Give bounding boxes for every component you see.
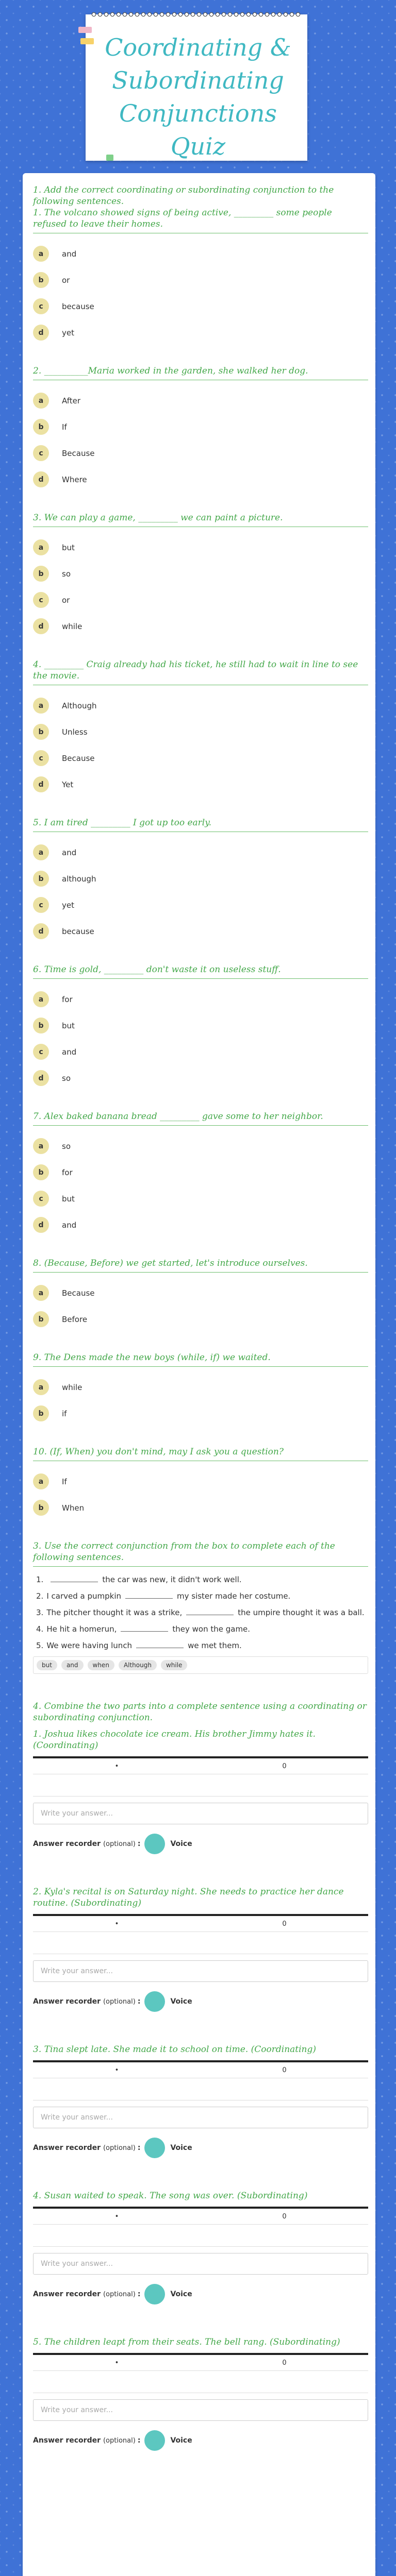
answer-option[interactable]: [33, 1306, 368, 1332]
column-a-header: •: [114, 1762, 119, 1770]
answer-option[interactable]: [33, 1495, 368, 1521]
option-text: and: [62, 848, 77, 857]
section-intro: 4. Combine the two parts into a complete sentence using a coordinating or subordinating conjunction.: [33, 1701, 370, 1723]
option-text: or: [62, 275, 70, 285]
microphone-record-icon[interactable]: [144, 2430, 165, 2451]
answer-placeholder: Write your answer...: [41, 2406, 113, 2414]
option-letter-badge: d: [33, 325, 49, 341]
recorder-optional-text: (optional): [103, 2144, 136, 2152]
answer-placeholder: Write your answer...: [41, 1967, 113, 1975]
fill-in-section: [33, 1540, 368, 1674]
option-text: but: [62, 1194, 75, 1204]
option-letter-badge: c: [33, 445, 49, 461]
column-b-header: 0: [282, 1762, 287, 1770]
recorder-optional-text: (optional): [103, 2291, 136, 2298]
answer-option[interactable]: [33, 839, 368, 866]
question-prompt: 2. __________Maria worked in the garden, she walked her dog.: [33, 365, 368, 380]
parts-table-row: [33, 2078, 368, 2100]
question-block: [33, 1258, 368, 1332]
option-text: so: [62, 1073, 71, 1083]
option-letter-badge: b: [33, 871, 49, 887]
option-letter-badge: b: [33, 1018, 49, 1033]
answer-input[interactable]: [33, 2253, 368, 2275]
answer-input[interactable]: [33, 2107, 368, 2128]
option-text: and: [62, 1047, 77, 1057]
parts-table: [33, 2207, 368, 2247]
option-letter-badge: b: [33, 566, 49, 582]
option-text: Unless: [62, 727, 88, 737]
option-text: while: [62, 1382, 82, 1392]
recorder-label-text: Answer recorder: [33, 2144, 101, 2152]
column-b-header: 0: [282, 1920, 287, 1928]
option-letter-badge: a: [33, 539, 49, 555]
question-prompt: 3. Use the correct conjunction from the box to complete each of the following sentences.: [33, 1540, 368, 1567]
option-letter-badge: a: [33, 1379, 49, 1395]
option-letter-badge: b: [33, 419, 49, 435]
answer-option[interactable]: [33, 440, 368, 466]
option-letter-badge: b: [33, 1405, 49, 1421]
option-letter-badge: a: [33, 246, 49, 262]
option-letter-badge: b: [33, 724, 49, 740]
combine-item: [33, 2336, 368, 2451]
question-prompt: 4. Susan waited to speak. The song was over. (Subordinating): [33, 2191, 308, 2201]
recorder-label: [33, 2436, 140, 2445]
question-prompt: 5. I am tired _________ I got up too early.: [33, 817, 368, 832]
option-text: and: [62, 1220, 77, 1230]
answer-option[interactable]: [33, 1468, 368, 1495]
option-letter-badge: a: [33, 698, 49, 714]
blank-input[interactable]: [125, 1598, 173, 1599]
option-letter-badge: c: [33, 750, 49, 766]
option-text: Because: [62, 1288, 95, 1298]
option-letter-badge: c: [33, 897, 49, 913]
option-text: because: [62, 926, 94, 936]
recorder-optional-text: (optional): [103, 1998, 136, 2006]
word-chip[interactable]: when: [88, 1660, 114, 1670]
option-letter-badge: c: [33, 1044, 49, 1060]
option-letter-badge: b: [33, 272, 49, 288]
option-text: or: [62, 595, 70, 605]
answer-option[interactable]: [33, 1400, 368, 1427]
answer-option[interactable]: [33, 745, 368, 771]
question-prompt: 8. (Because, Before) we get started, let's introduce ourselves.: [33, 1258, 368, 1273]
column-b-header: 0: [282, 2212, 287, 2221]
option-letter-badge: d: [33, 923, 49, 939]
parts-table-row: [33, 2224, 368, 2247]
sentence-line: [36, 1590, 368, 1602]
column-a-header: •: [114, 2212, 119, 2221]
question-prompt: 1. Add the correct coordinating or subordinating conjunction to the following sentences. 1. The volcano showed signs of being active, _________ some people refused to leave their homes.: [33, 184, 368, 233]
option-letter-badge: a: [33, 1285, 49, 1301]
option-text: so: [62, 1141, 71, 1151]
answer-option[interactable]: [33, 414, 368, 440]
option-text: while: [62, 621, 82, 631]
option-letter-badge: d: [33, 618, 49, 634]
parts-table: [33, 2060, 368, 2100]
question-prompt: 3. We can play a game, _________ we can paint a picture.: [33, 512, 368, 527]
answer-option[interactable]: [33, 1159, 368, 1185]
sentence-number: 4.: [36, 1624, 44, 1634]
question-prompt: 6. Time is gold, _________ don't waste it on useless stuff.: [33, 964, 368, 979]
question-block: [33, 659, 368, 798]
option-text: so: [62, 569, 71, 579]
voice-label: Voice: [170, 2436, 192, 2445]
question-prompt: 4. _________ Craig already had his ticket, he still had to wait in line to see the movie.: [33, 659, 368, 685]
option-text: but: [62, 543, 75, 552]
answer-option[interactable]: [33, 986, 368, 1012]
recorder-colon: :: [137, 2436, 141, 2445]
option-text: although: [62, 874, 96, 884]
answer-option[interactable]: [33, 1039, 368, 1065]
parts-table-row: [33, 2370, 368, 2393]
option-letter-badge: d: [33, 1070, 49, 1086]
parts-table: [33, 1756, 368, 1797]
option-text: but: [62, 1021, 75, 1030]
quiz-card: [23, 173, 375, 2576]
combine-section: [33, 1701, 368, 2451]
parts-table-header: [33, 2355, 368, 2370]
word-chip[interactable]: and: [61, 1660, 84, 1670]
multiple-choice-section: [33, 184, 368, 1521]
microphone-record-icon[interactable]: [144, 2284, 165, 2304]
option-text: yet: [62, 328, 74, 337]
question-prompt: 9. The Dens made the new boys (while, if) we waited.: [33, 1352, 368, 1367]
answer-option[interactable]: [33, 692, 368, 719]
option-text: Although: [62, 701, 97, 710]
option-text: if: [62, 1409, 67, 1418]
sentence-text-after: they won the game.: [172, 1624, 251, 1634]
recorder-label: [33, 2290, 140, 2298]
option-letter-badge: d: [33, 776, 49, 792]
blank-input[interactable]: [121, 1631, 168, 1632]
question-prompt: 1. Joshua likes chocolate ice cream. His brother Jimmy hates it. (Coordinating): [33, 1729, 319, 1751]
option-text: When: [62, 1503, 85, 1513]
option-letter-badge: b: [33, 1500, 49, 1516]
parts-table-header: [33, 2062, 368, 2078]
option-text: for: [62, 994, 73, 1004]
option-letter-badge: c: [33, 1191, 49, 1207]
option-letter-badge: c: [33, 592, 49, 608]
voice-label: Voice: [170, 1840, 192, 1848]
question-prompt: 3. Tina slept late. She made it to school on time. (Coordinating): [33, 2044, 317, 2055]
question-block: [33, 1446, 368, 1521]
answer-option[interactable]: [33, 866, 368, 892]
word-chip[interactable]: but: [37, 1660, 57, 1670]
option-text: Before: [62, 1314, 88, 1324]
answer-option[interactable]: [33, 1280, 368, 1306]
sentence-text-before: The pitcher thought it was a strike,: [46, 1608, 183, 1617]
recorder-colon: :: [137, 1840, 141, 1848]
question-block: [33, 817, 368, 944]
answer-option[interactable]: [33, 1185, 368, 1212]
sentence-line: [36, 1574, 368, 1585]
recorder-label-text: Answer recorder: [33, 2290, 101, 2298]
word-box: [33, 1656, 368, 1674]
recorder-label: [33, 1997, 140, 2006]
answer-option[interactable]: [33, 241, 368, 267]
option-letter-badge: a: [33, 1138, 49, 1154]
option-text: After: [62, 396, 81, 405]
voice-label: Voice: [170, 1997, 192, 2006]
option-letter-badge: b: [33, 1164, 49, 1180]
option-text: If: [62, 1477, 67, 1486]
option-text: Because: [62, 448, 95, 458]
sentence-text-after: my sister made her costume.: [177, 1591, 291, 1601]
answer-option[interactable]: [33, 587, 368, 613]
parts-table: [33, 1914, 368, 1954]
parts-table-row: [33, 1931, 368, 1954]
option-text: for: [62, 1167, 73, 1177]
option-letter-badge: d: [33, 1217, 49, 1233]
recorder-colon: :: [137, 1997, 141, 2006]
question-block: [33, 512, 368, 639]
option-text: Yet: [62, 779, 74, 789]
answer-option[interactable]: [33, 561, 368, 587]
option-text: yet: [62, 900, 74, 910]
option-letter-badge: b: [33, 1311, 49, 1327]
question-block: [33, 1352, 368, 1427]
recorder-label-text: Answer recorder: [33, 2436, 101, 2445]
column-a-header: •: [114, 2066, 119, 2074]
option-letter-badge: c: [33, 298, 49, 314]
option-letter-badge: a: [33, 1473, 49, 1489]
question-prompt: 2. Kyla's recital is on Saturday night. She needs to practice her dance routine. (Subordinating): [33, 1887, 346, 1908]
answer-option[interactable]: [33, 613, 368, 639]
answer-option[interactable]: [33, 1012, 368, 1039]
sentence-line: [36, 1623, 368, 1635]
answer-placeholder: Write your answer...: [41, 2260, 113, 2268]
recorder-colon: :: [137, 2144, 141, 2152]
answer-recorder: [33, 2284, 368, 2304]
answer-recorder: [33, 2430, 368, 2451]
parts-table-header: [33, 1758, 368, 1774]
column-a-header: •: [114, 1920, 119, 1928]
recorder-label-text: Answer recorder: [33, 1997, 101, 2006]
recorder-label: [33, 1840, 140, 1848]
answer-option[interactable]: [33, 892, 368, 918]
recorder-optional-text: (optional): [103, 2437, 136, 2445]
answer-option[interactable]: [33, 387, 368, 414]
voice-label: Voice: [170, 2290, 192, 2298]
answer-option[interactable]: [33, 719, 368, 745]
page-title: Coordinating & Subordinating Conjunctions Quiz: [105, 33, 291, 160]
sentence-number: 2.: [36, 1591, 44, 1601]
answer-placeholder: Write your answer...: [41, 2113, 113, 2122]
column-b-header: 0: [282, 2359, 287, 2367]
microphone-record-icon[interactable]: [144, 2138, 165, 2158]
option-letter-badge: a: [33, 991, 49, 1007]
answer-recorder: [33, 1991, 368, 2012]
combine-item: [33, 1728, 368, 1854]
spiral-binding: [91, 10, 302, 19]
answer-option[interactable]: [33, 293, 368, 319]
question-block: [33, 1111, 368, 1238]
sentence-line: [36, 1607, 368, 1618]
sentence-number: 1.: [36, 1575, 44, 1584]
sentence-text-after: we met them.: [188, 1641, 242, 1650]
sentence-text-before: We were having lunch: [46, 1641, 133, 1650]
sentence-text-after: the umpire thought it was a ball.: [238, 1608, 365, 1617]
combine-item: [33, 2190, 368, 2304]
option-text: Where: [62, 474, 87, 484]
parts-table-header: [33, 1916, 368, 1931]
sentence-number: 3.: [36, 1608, 44, 1617]
microphone-record-icon[interactable]: [144, 1834, 165, 1854]
recorder-label: [33, 2144, 140, 2152]
column-a-header: •: [114, 2359, 119, 2367]
sentence-text-before: I carved a pumpkin: [46, 1591, 121, 1601]
sentence-line: [36, 1640, 368, 1651]
column-b-header: 0: [282, 2066, 287, 2074]
question-prompt: 5. The children leapt from their seats. The bell rang. (Subordinating): [33, 2337, 340, 2347]
answer-option[interactable]: [33, 918, 368, 944]
sentence-list: [33, 1574, 368, 1651]
option-letter-badge: a: [33, 844, 49, 860]
answer-option[interactable]: [33, 1133, 368, 1159]
answer-recorder: [33, 1834, 368, 1854]
recorder-label-text: Answer recorder: [33, 1840, 101, 1848]
parts-table-header: [33, 2209, 368, 2224]
option-text: because: [62, 301, 94, 311]
word-chip[interactable]: Although: [119, 1660, 157, 1670]
option-letter-badge: a: [33, 393, 49, 409]
answer-option[interactable]: [33, 466, 368, 493]
answer-option[interactable]: [33, 1065, 368, 1091]
combine-item: [33, 2044, 368, 2158]
answer-recorder: [33, 2138, 368, 2158]
recorder-optional-text: (optional): [103, 1840, 136, 1848]
title-card: [86, 14, 307, 161]
answer-option[interactable]: [33, 1212, 368, 1238]
answer-option[interactable]: [33, 771, 368, 798]
option-text: Because: [62, 753, 95, 763]
question-block: [33, 365, 368, 493]
sentence-text-after: the car was new, it didn't work well.: [102, 1575, 242, 1584]
answer-input[interactable]: [33, 2399, 368, 2421]
parts-table-row: [33, 1774, 368, 1797]
answer-option[interactable]: [33, 534, 368, 561]
sentence-number: 5.: [36, 1641, 44, 1650]
recorder-colon: :: [137, 2290, 141, 2298]
option-text: and: [62, 249, 77, 259]
question-block: [33, 964, 368, 1091]
answer-input[interactable]: [33, 1803, 368, 1824]
option-letter-badge: d: [33, 471, 49, 487]
sentence-text-before: He hit a homerun,: [46, 1624, 117, 1634]
answer-option[interactable]: [33, 267, 368, 293]
voice-label: Voice: [170, 2144, 192, 2152]
answer-option[interactable]: [33, 1374, 368, 1400]
parts-table: [33, 2353, 368, 2393]
combine-items: [33, 1728, 368, 2451]
answer-option[interactable]: [33, 319, 368, 346]
microphone-record-icon[interactable]: [144, 1991, 165, 2012]
option-text: If: [62, 422, 67, 432]
question-prompt: 10. (If, When) you don't mind, may I ask you a question?: [33, 1446, 368, 1461]
answer-input[interactable]: [33, 1960, 368, 1982]
question-prompt: 7. Alex baked banana bread _________ gave some to her neighbor.: [33, 1111, 368, 1126]
combine-item: [33, 1886, 368, 2012]
tab-decoration: [78, 27, 92, 33]
word-chip[interactable]: while: [161, 1660, 187, 1670]
answer-placeholder: Write your answer...: [41, 1809, 113, 1818]
tab-decoration: [80, 38, 94, 44]
question-block: [33, 184, 368, 346]
